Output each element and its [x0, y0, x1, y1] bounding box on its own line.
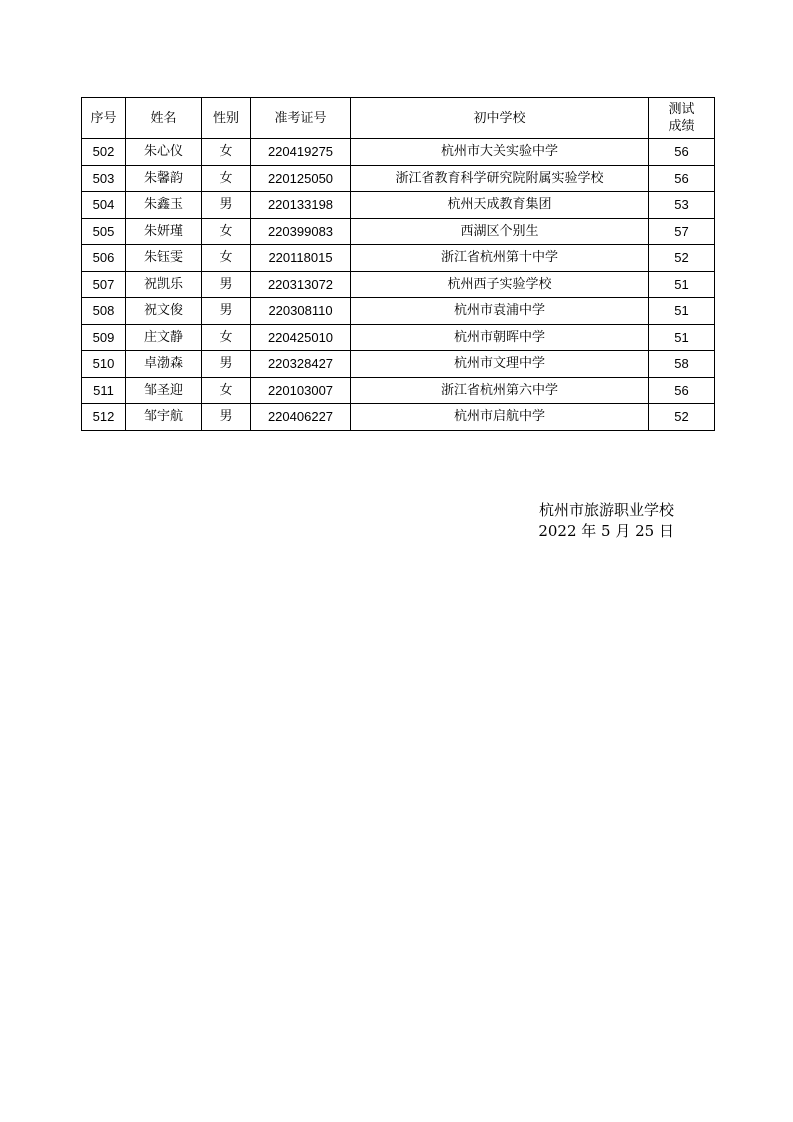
cell-exam-id: 220399083 — [251, 218, 351, 245]
cell-name: 庄文静 — [126, 324, 202, 351]
cell-name: 邹宇航 — [126, 404, 202, 431]
cell-seq: 503 — [82, 165, 126, 192]
table-row — [82, 218, 715, 245]
header-gender: 性别 — [202, 98, 251, 139]
cell-seq: 509 — [82, 324, 126, 351]
cell-seq: 504 — [82, 192, 126, 219]
cell-seq: 502 — [82, 139, 126, 166]
cell-score: 53 — [649, 192, 715, 219]
cell-name: 朱鑫玉 — [126, 192, 202, 219]
cell-score: 56 — [649, 377, 715, 404]
table-row — [82, 324, 715, 351]
document-footer — [538, 500, 674, 542]
cell-exam-id: 220118015 — [251, 245, 351, 272]
cell-gender: 男 — [202, 298, 251, 325]
table-row — [82, 404, 715, 431]
cell-gender: 女 — [202, 139, 251, 166]
student-score-table — [81, 97, 715, 431]
cell-score: 58 — [649, 351, 715, 378]
cell-exam-id: 220419275 — [251, 139, 351, 166]
footer-date: 2022 年 5 月 25 日 — [538, 522, 674, 540]
cell-school: 杭州市袁浦中学 — [351, 298, 649, 325]
cell-name: 邹圣迎 — [126, 377, 202, 404]
table-row — [82, 377, 715, 404]
cell-school: 杭州市文理中学 — [351, 351, 649, 378]
cell-gender: 女 — [202, 165, 251, 192]
cell-gender: 女 — [202, 245, 251, 272]
cell-seq: 512 — [82, 404, 126, 431]
header-seq: 序号 — [82, 98, 126, 139]
cell-score: 56 — [649, 165, 715, 192]
cell-score: 52 — [649, 245, 715, 272]
cell-school: 杭州市大关实验中学 — [351, 139, 649, 166]
cell-seq: 510 — [82, 351, 126, 378]
cell-seq: 511 — [82, 377, 126, 404]
header-exam-id: 准考证号 — [251, 98, 351, 139]
cell-exam-id: 220425010 — [251, 324, 351, 351]
cell-name: 祝文俊 — [126, 298, 202, 325]
cell-name: 朱钰雯 — [126, 245, 202, 272]
cell-name: 祝凯乐 — [126, 271, 202, 298]
cell-gender: 男 — [202, 404, 251, 431]
cell-school: 浙江省杭州第十中学 — [351, 245, 649, 272]
cell-exam-id: 220406227 — [251, 404, 351, 431]
cell-score: 57 — [649, 218, 715, 245]
cell-seq: 506 — [82, 245, 126, 272]
table-row — [82, 165, 715, 192]
header-name: 姓名 — [126, 98, 202, 139]
cell-school: 西湖区个别生 — [351, 218, 649, 245]
cell-score: 51 — [649, 271, 715, 298]
footer-organization: 杭州市旅游职业学校 — [538, 501, 674, 519]
cell-exam-id: 220313072 — [251, 271, 351, 298]
table-header-row — [82, 98, 715, 139]
cell-exam-id: 220125050 — [251, 165, 351, 192]
cell-school: 浙江省杭州第六中学 — [351, 377, 649, 404]
cell-seq: 507 — [82, 271, 126, 298]
cell-exam-id: 220308110 — [251, 298, 351, 325]
cell-name: 朱妍瑾 — [126, 218, 202, 245]
cell-school: 杭州市朝晖中学 — [351, 324, 649, 351]
cell-score: 51 — [649, 298, 715, 325]
cell-seq: 508 — [82, 298, 126, 325]
cell-school: 浙江省教育科学研究院附属实验学校 — [351, 165, 649, 192]
cell-seq: 505 — [82, 218, 126, 245]
header-score-line2: 成绩 — [668, 119, 695, 134]
cell-gender: 女 — [202, 377, 251, 404]
table-row — [82, 298, 715, 325]
cell-score: 56 — [649, 139, 715, 166]
table-row — [82, 139, 715, 166]
cell-gender: 男 — [202, 351, 251, 378]
cell-exam-id: 220133198 — [251, 192, 351, 219]
cell-name: 卓渤森 — [126, 351, 202, 378]
cell-exam-id: 220103007 — [251, 377, 351, 404]
cell-score: 51 — [649, 324, 715, 351]
table-body — [82, 139, 715, 431]
cell-gender: 男 — [202, 271, 251, 298]
cell-name: 朱心仪 — [126, 139, 202, 166]
header-score-line1: 测试 — [668, 102, 695, 117]
cell-school: 杭州市启航中学 — [351, 404, 649, 431]
cell-name: 朱馨韵 — [126, 165, 202, 192]
cell-score: 52 — [649, 404, 715, 431]
header-school: 初中学校 — [351, 98, 649, 139]
table-row — [82, 245, 715, 272]
table-row — [82, 351, 715, 378]
cell-school: 杭州天成教育集团 — [351, 192, 649, 219]
cell-gender: 男 — [202, 192, 251, 219]
cell-exam-id: 220328427 — [251, 351, 351, 378]
cell-gender: 女 — [202, 324, 251, 351]
header-score — [649, 98, 715, 139]
table-row — [82, 271, 715, 298]
table-row — [82, 192, 715, 219]
cell-gender: 女 — [202, 218, 251, 245]
cell-school: 杭州西子实验学校 — [351, 271, 649, 298]
